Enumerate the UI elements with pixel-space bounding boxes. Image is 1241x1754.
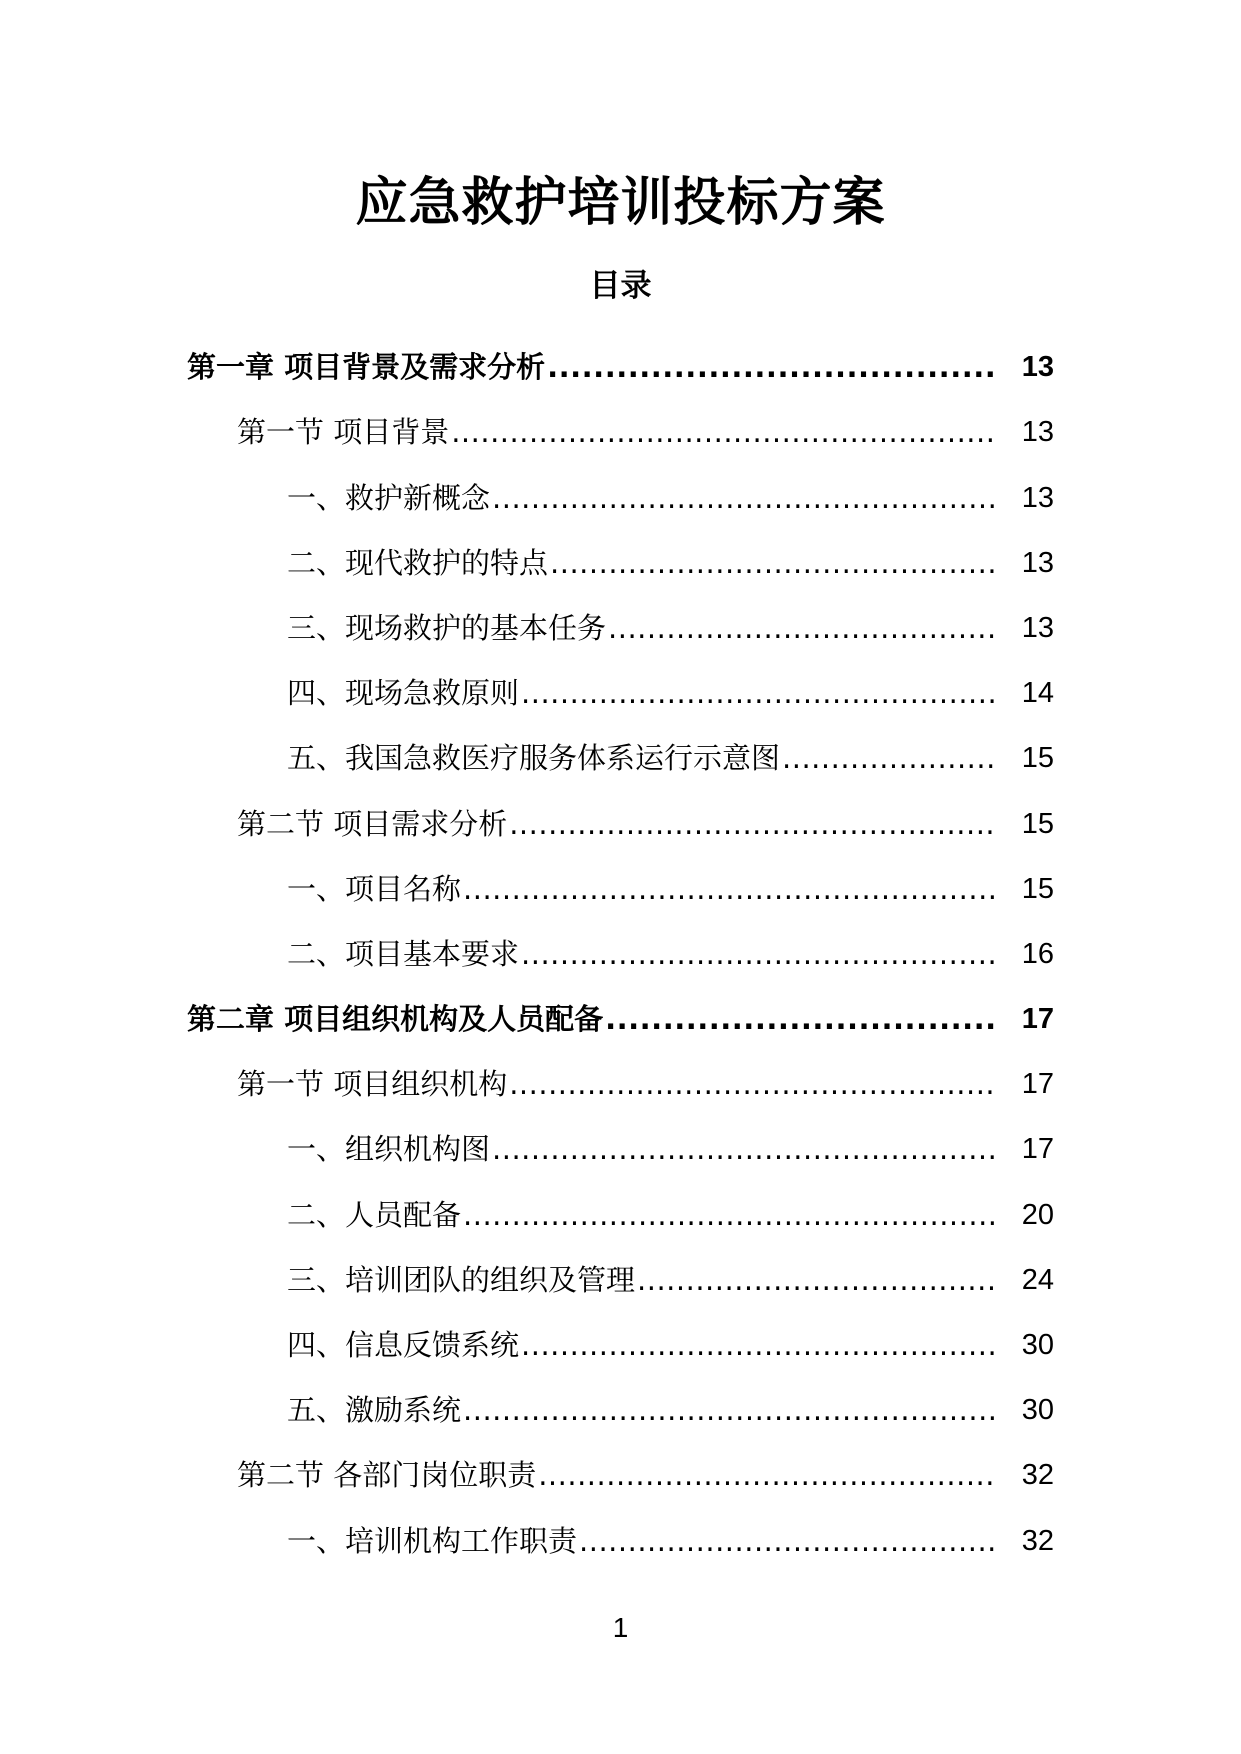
toc-entry-page: 13 [1021, 611, 1054, 644]
toc-entry-page: 15 [1021, 742, 1054, 775]
toc-entry-item[interactable] [0, 850, 1241, 915]
toc-entry-item[interactable] [0, 524, 1241, 589]
toc-entry-label: 第二章 项目组织机构及人员配备 [187, 1002, 604, 1037]
toc-entry-item[interactable] [0, 1371, 1241, 1436]
toc-entry-section[interactable] [0, 1045, 1241, 1110]
toc-entry-label: 二、现代救护的特点 [287, 545, 549, 580]
toc-dot-leader [509, 1064, 998, 1104]
toc-entry-item[interactable] [0, 1501, 1241, 1566]
document-title: 应急救护培训投标方案 [355, 173, 886, 233]
toc-entry-section[interactable] [0, 393, 1241, 458]
toc-entry-item[interactable] [0, 458, 1241, 523]
toc-dot-leader [782, 738, 998, 778]
toc-entry-label: 一、培训机构工作职责 [287, 1523, 578, 1558]
toc-heading: 目录 [589, 268, 652, 304]
toc-entry-label: 三、现场救护的基本任务 [287, 610, 607, 645]
toc-entry-label: 四、现场急救原则 [287, 676, 520, 711]
toc-dot-leader [492, 478, 998, 518]
toc-entry-item[interactable] [0, 1110, 1241, 1175]
toc-entry-page: 24 [1021, 1263, 1054, 1296]
toc-entry-page: 13 [1021, 351, 1054, 384]
toc-entry-page: 17 [1021, 1003, 1054, 1036]
toc-dot-leader [637, 1260, 998, 1300]
toc-entry-item[interactable] [0, 1241, 1241, 1306]
toc-entry-page: 13 [1021, 546, 1054, 579]
toc-dot-leader [521, 1325, 998, 1365]
toc-dot-leader [509, 804, 998, 844]
toc-entry-chapter-1[interactable] [0, 328, 1241, 393]
toc-entry-item[interactable] [0, 719, 1241, 784]
toc-entry-label: 二、项目基本要求 [287, 936, 520, 971]
toc-entry-label: 三、培训团队的组织及管理 [287, 1262, 636, 1297]
toc-entry-label: 第二节 各部门岗位职责 [237, 1458, 537, 1493]
toc-entry-label: 一、组织机构图 [287, 1132, 491, 1167]
toc-entry-page: 13 [1021, 481, 1054, 514]
toc-entry-chapter-2[interactable] [0, 980, 1241, 1045]
page-number: 1 [612, 1612, 629, 1643]
toc-entry-label: 五、我国急救医疗服务体系运行示意图 [287, 741, 781, 776]
toc-entry-label: 第一章 项目背景及需求分析 [187, 350, 546, 385]
toc-entry-section[interactable] [0, 1436, 1241, 1501]
toc-entry-item[interactable] [0, 1175, 1241, 1240]
toc-entry-label: 一、项目名称 [287, 871, 462, 906]
toc-entry-item[interactable] [0, 589, 1241, 654]
toc-entry-label: 第二节 项目需求分析 [237, 806, 508, 841]
toc-dot-leader [451, 412, 998, 452]
toc-entry-page: 20 [1021, 1198, 1054, 1231]
toc-entry-page: 30 [1021, 1329, 1054, 1361]
toc-dot-leader [492, 1129, 998, 1169]
toc-dot-leader [579, 1521, 998, 1561]
toc-dot-leader [521, 934, 998, 974]
toc-entry-label: 二、人员配备 [287, 1197, 462, 1232]
toc-dot-leader [521, 673, 998, 713]
toc-dot-leader [547, 347, 998, 387]
toc-entry-section[interactable] [0, 784, 1241, 849]
toc-dot-leader [605, 999, 998, 1039]
toc-entry-page: 13 [1021, 416, 1054, 449]
toc-entry-label: 五、激励系统 [287, 1393, 462, 1428]
toc-entry-page: 32 [1021, 1524, 1054, 1557]
toc-dot-leader [608, 608, 998, 648]
toc-entry-item[interactable] [0, 1306, 1241, 1371]
toc-dot-leader [463, 1390, 998, 1430]
table-of-contents [0, 328, 1241, 1567]
toc-entry-page: 15 [1021, 872, 1054, 905]
toc-dot-leader [463, 1195, 998, 1235]
toc-entry-label: 第一节 项目组织机构 [237, 1067, 508, 1102]
toc-entry-page: 30 [1021, 1394, 1054, 1427]
toc-entry-label: 第一节 项目背景 [237, 415, 450, 450]
toc-dot-leader [550, 543, 998, 583]
toc-entry-label: 四、信息反馈系统 [287, 1328, 520, 1362]
toc-entry-page: 32 [1021, 1459, 1054, 1492]
toc-dot-leader [538, 1455, 998, 1495]
toc-entry-page: 15 [1021, 807, 1054, 840]
toc-dot-leader [463, 869, 998, 909]
toc-entry-page: 14 [1021, 677, 1054, 710]
toc-entry-page: 17 [1021, 1068, 1054, 1101]
toc-entry-label: 一、救护新概念 [287, 480, 491, 515]
toc-entry-item[interactable] [0, 654, 1241, 719]
toc-entry-page: 17 [1021, 1133, 1054, 1166]
toc-entry-item[interactable] [0, 915, 1241, 980]
toc-entry-page: 16 [1021, 937, 1054, 970]
